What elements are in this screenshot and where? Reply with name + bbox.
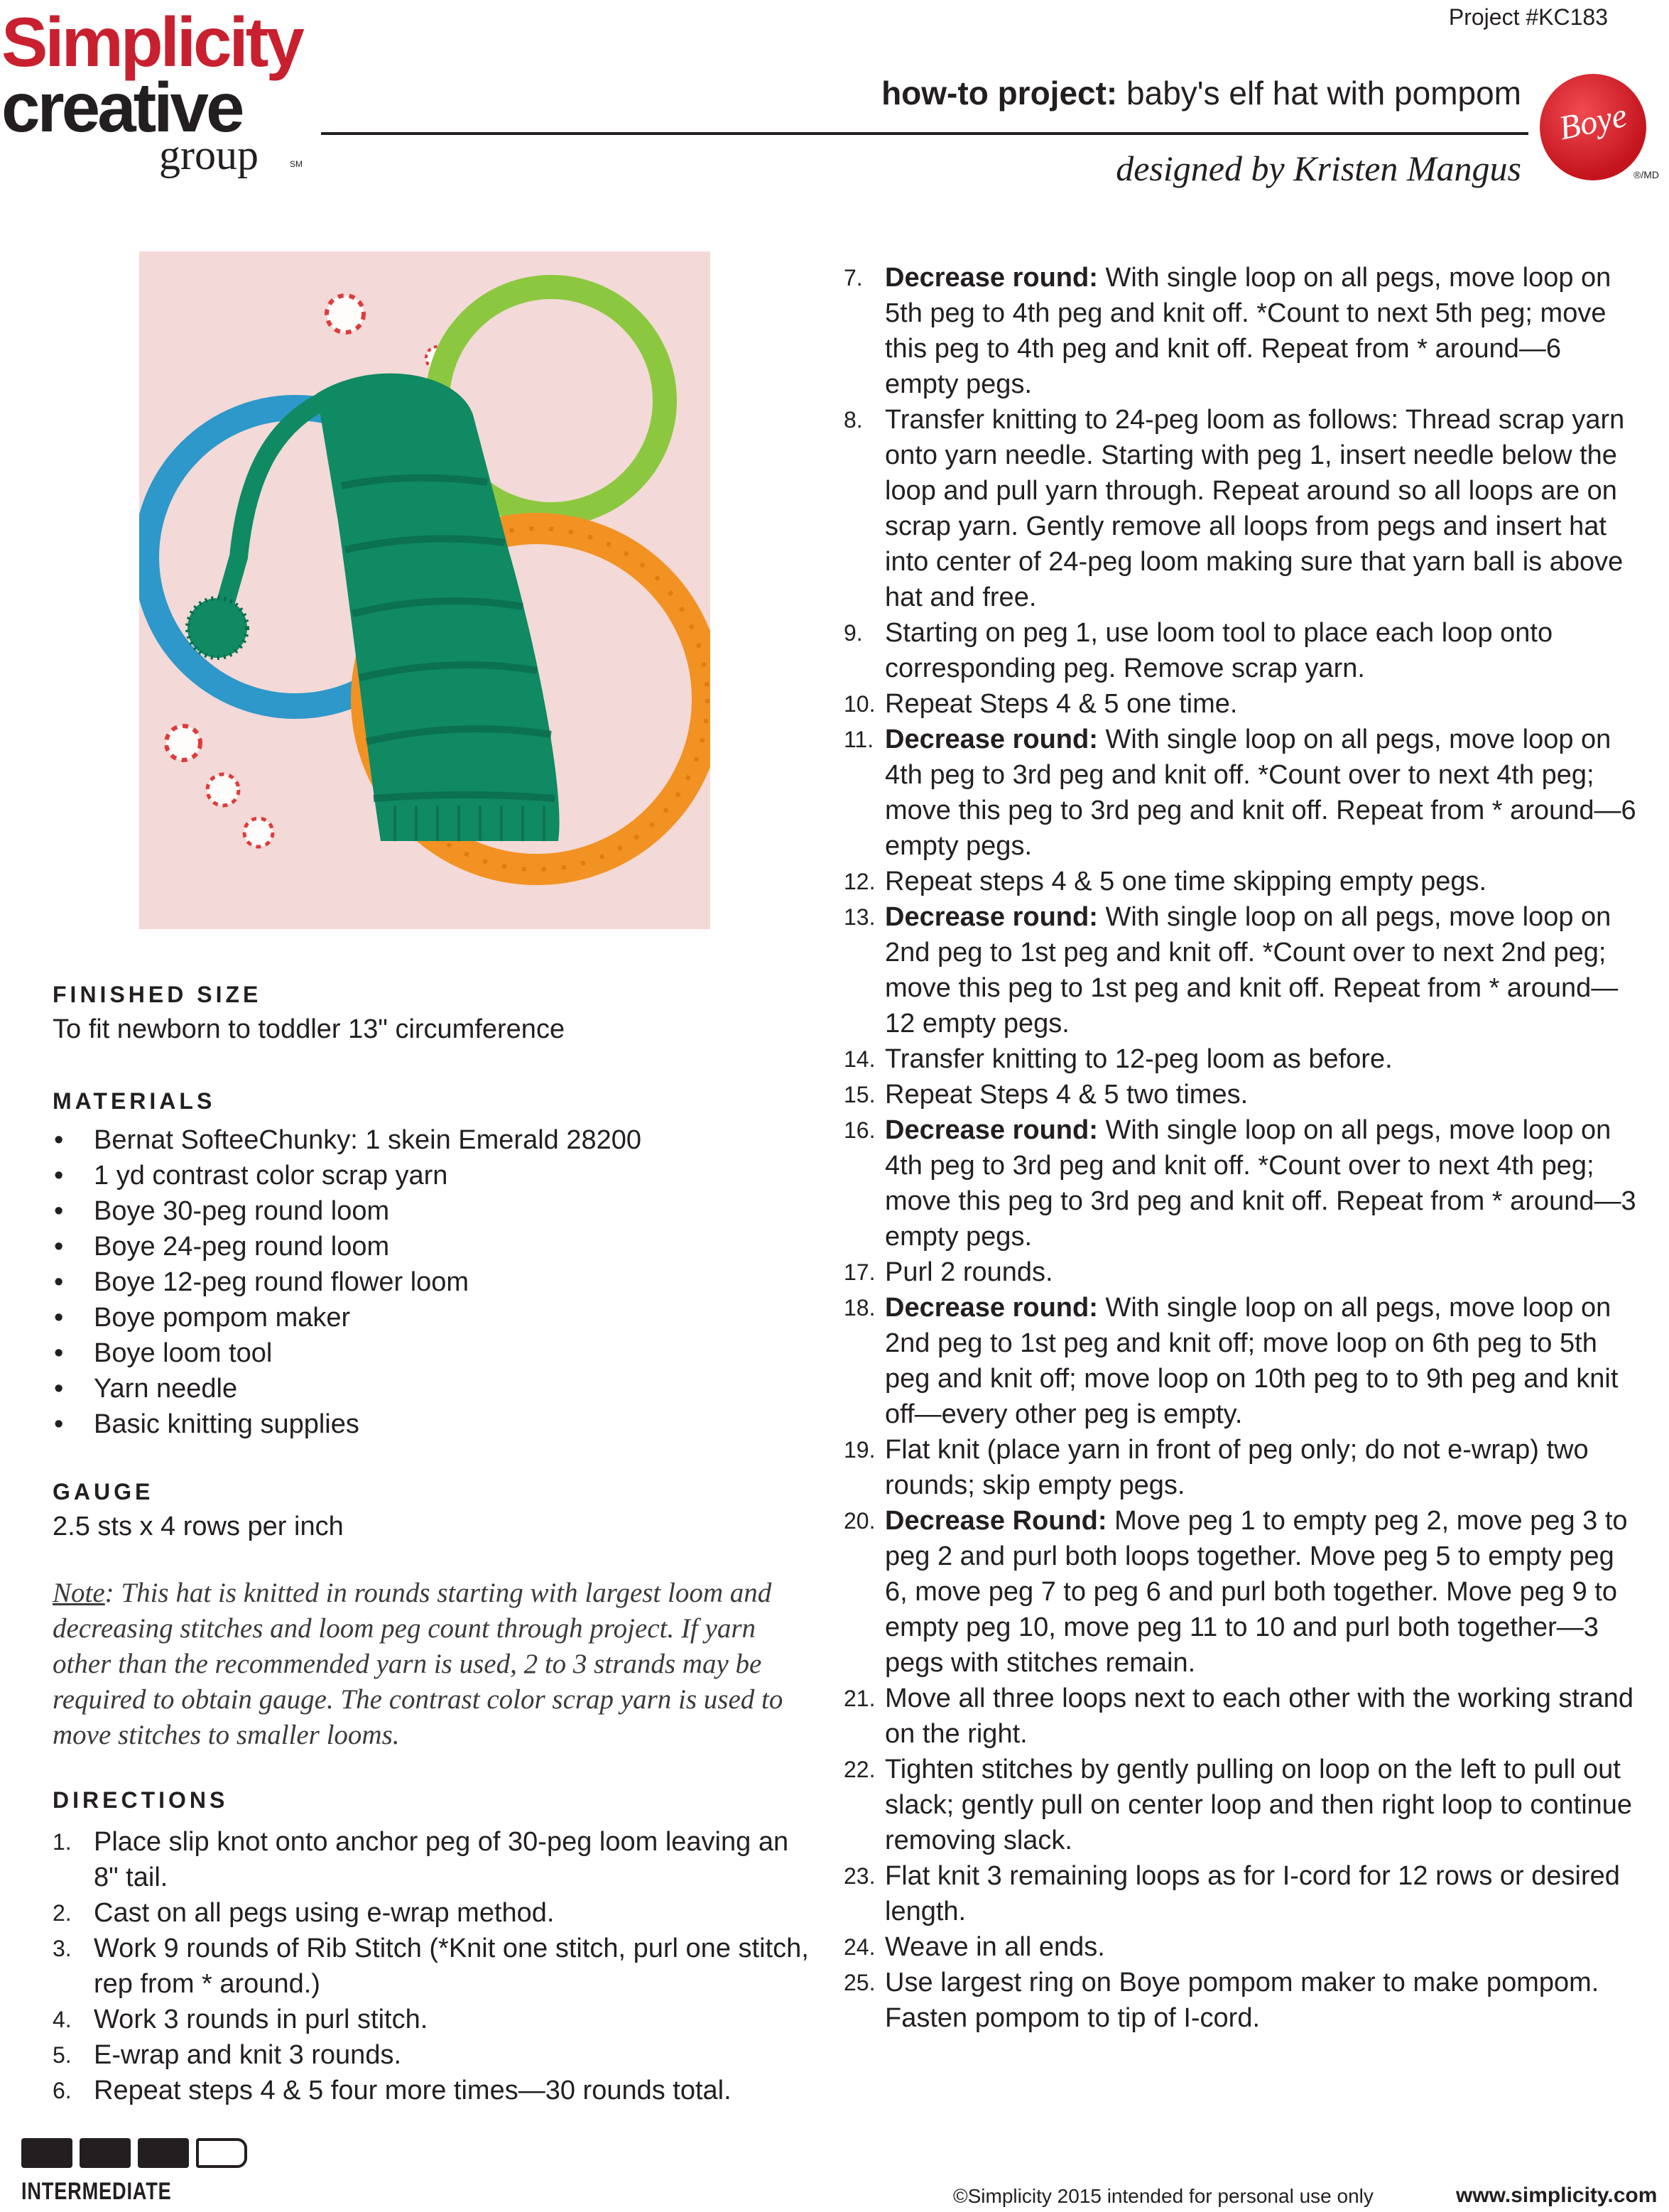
page-title — [881, 74, 1521, 112]
direction-step — [844, 402, 1639, 615]
directions-heading: DIRECTIONS — [53, 1787, 229, 1813]
directions-list-left — [53, 1824, 820, 2108]
step-text: Use largest ring on Boye pompom maker to make pompom. Fasten pompom to tip of I-cord. — [885, 1968, 1599, 2033]
step-number: 4. — [53, 2007, 72, 2032]
step-label: Decrease round: — [885, 725, 1098, 754]
step-number: 3. — [53, 1936, 72, 1961]
title-text: baby's elf hat with pompom — [1117, 75, 1521, 112]
step-text: Transfer knitting to 24-peg loom as follows: Thread scrap yarn onto yarn needle. Starting with peg 1, insert needle below the loop and pull yarn through. Repeat around so all loops are on scrap yarn. Gently remove all loops from pegs and insert hat into center of 24-peg loom making sure that yarn ball is above hat and free. — [885, 405, 1625, 612]
finished-size-text: To fit newborn to toddler 13" circumference — [53, 1014, 565, 1044]
materials-item: • Boye 30-peg round loom — [53, 1193, 641, 1229]
step-text: Tighten stitches by gently pulling on loop on the left to pull out slack; gently pull on center loop and then right loop to continue removing slack. — [885, 1755, 1633, 1855]
direction-step — [53, 2002, 820, 2037]
direction-step — [53, 1895, 820, 1931]
direction-step — [844, 1929, 1639, 1965]
directions-list-right — [844, 260, 1639, 2036]
step-number: 9. — [844, 620, 863, 646]
step-text: Flat knit 3 remaining loops as for I-cord for 12 rows or desired length. — [885, 1861, 1620, 1926]
step-text: Work 3 rounds in purl stitch. — [94, 2005, 428, 2034]
direction-step — [844, 1432, 1639, 1503]
logo-line-creative: creative — [1, 68, 242, 146]
step-number: 17. — [844, 1259, 876, 1285]
step-number: 10. — [844, 691, 876, 717]
direction-step — [844, 1290, 1639, 1432]
skill-segment-filled — [21, 2138, 72, 2168]
step-label: Decrease round: — [885, 1293, 1098, 1323]
step-text: Weave in all ends. — [885, 1932, 1105, 1962]
step-text: Transfer knitting to 12-peg loom as before. — [885, 1044, 1393, 1074]
materials-heading: MATERIALS — [53, 1088, 216, 1114]
gauge-heading: GAUGE — [53, 1479, 154, 1505]
step-number: 23. — [844, 1863, 876, 1889]
direction-step — [844, 1077, 1639, 1112]
direction-step — [844, 1112, 1639, 1254]
step-number: 22. — [844, 1757, 876, 1782]
boye-registered-mark: ®/MD — [1633, 169, 1659, 180]
gauge-text: 2.5 sts x 4 rows per inch — [53, 1512, 344, 1541]
step-label: Decrease Round: — [885, 1506, 1107, 1536]
step-label: Decrease round: — [885, 263, 1098, 293]
copyright-notice: ©Simplicity 2015 intended for personal use only — [953, 2185, 1374, 2207]
note-label: Note — [53, 1578, 105, 1608]
materials-item: • 1 yd contrast color scrap yarn — [53, 1158, 641, 1193]
step-text: Repeat Steps 4 & 5 one time. — [885, 689, 1238, 719]
step-number: 25. — [844, 1970, 876, 1995]
skill-segment-filled — [138, 2138, 189, 2168]
project-photo — [139, 251, 710, 929]
step-number: 19. — [844, 1437, 876, 1463]
materials-item: • Boye pompom maker — [53, 1300, 641, 1335]
materials-item: • Boye loom tool — [53, 1335, 641, 1371]
step-number: 21. — [844, 1686, 876, 1711]
direction-step — [844, 1858, 1639, 1929]
logo-service-mark: SM — [290, 159, 303, 169]
step-text: Work 9 rounds of Rib Stitch (*Knit one stitch, purl one stitch, rep from * around.) — [94, 1934, 809, 1999]
step-number: 6. — [53, 2078, 72, 2103]
materials-item: • Basic knitting supplies — [53, 1406, 641, 1442]
step-number: 16. — [844, 1117, 876, 1143]
step-text: Place slip knot onto anchor peg of 30-peg loom leaving an 8" tail. — [94, 1827, 789, 1892]
step-text: With single loop on all pegs, move loop on 4th peg to 3rd peg and knit off. *Count over to next 4th peg; move this peg to 3rd peg and knit off. Repeat from * around—3 empty pegs. — [885, 1115, 1636, 1252]
step-text: Move all three loops next to each other with the working strand on the right. — [885, 1684, 1634, 1749]
step-label: Decrease round: — [885, 1115, 1098, 1145]
boye-brand-logo — [1540, 74, 1646, 180]
step-number: 11. — [844, 727, 874, 752]
direction-step — [844, 260, 1639, 402]
direction-step — [53, 2073, 820, 2108]
project-number: Project #KC183 — [1448, 4, 1608, 30]
step-number: 20. — [844, 1508, 876, 1534]
elf-hat-illustration — [139, 251, 710, 929]
step-text: Flat knit (place yarn in front of peg only; do not e-wrap) two rounds; skip empty pegs. — [885, 1435, 1589, 1500]
step-number: 12. — [844, 869, 876, 894]
header-divider — [321, 132, 1528, 135]
step-number: 14. — [844, 1046, 876, 1072]
step-text: With single loop on all pegs, move loop on 4th peg to 3rd peg and knit off. *Count over to next 4th peg; move this peg to 3rd peg and knit off. Repeat from * around—6 empty pegs. — [885, 725, 1636, 861]
skill-segment-empty — [196, 2138, 247, 2168]
step-number: 24. — [844, 1934, 876, 1960]
step-text: Cast on all pegs using e-wrap method. — [94, 1898, 555, 1928]
note-text: : This hat is knitted in rounds starting with largest loom and decreasing stitches and loom peg count through project. If yarn other than the recommended yarn is used, 2 to 3 strands may be required to obtain gauge. The contrast color scrap yarn is used to move stitches to smaller looms. — [53, 1578, 783, 1750]
skill-segment-filled — [80, 2138, 131, 2168]
step-number: 5. — [53, 2042, 72, 2068]
direction-step — [844, 1752, 1639, 1858]
direction-step — [844, 1503, 1639, 1681]
step-label: Decrease round: — [885, 902, 1098, 932]
step-text: Starting on peg 1, use loom tool to place each loop onto corresponding peg. Remove scrap yarn. — [885, 618, 1553, 683]
materials-item: • Yarn needle — [53, 1371, 641, 1406]
step-number: 15. — [844, 1082, 876, 1107]
direction-step — [53, 1931, 820, 2002]
website-link[interactable]: www.simplicity.com — [1456, 2184, 1658, 2207]
direction-step — [844, 722, 1639, 864]
direction-step — [53, 1824, 820, 1895]
step-number: 2. — [53, 1900, 72, 1926]
step-number: 1. — [53, 1829, 72, 1855]
direction-step — [844, 615, 1639, 686]
materials-list — [53, 1122, 641, 1442]
step-number: 13. — [844, 904, 876, 930]
direction-step — [844, 1254, 1639, 1290]
step-text: Repeat Steps 4 & 5 two times. — [885, 1080, 1249, 1110]
direction-step — [844, 899, 1639, 1041]
step-text: Purl 2 rounds. — [885, 1257, 1053, 1287]
step-text: Move peg 1 to empty peg 2, move peg 3 to peg 2 and purl both loops together. Move peg 5 to empty peg 6, move peg 7 to peg 6 and purl both together. Move peg 9 to empty peg 10, move peg 11 to 10 and purl both together—3 pegs with stitches remain. — [885, 1506, 1628, 1678]
title-prefix: how-to project: — [881, 75, 1118, 112]
skill-level-label: INTERMEDIATE — [21, 2178, 172, 2205]
direction-step — [844, 864, 1639, 899]
materials-item: • Boye 12-peg round flower loom — [53, 1264, 641, 1300]
step-number: 18. — [844, 1295, 876, 1321]
step-text: With single loop on all pegs, move loop on 2nd peg to 1st peg and knit off; move loop on 6th peg to 5th peg and knit off; move loop on 10th peg to to 9th peg and knit off—every other peg is empty. — [885, 1293, 1619, 1429]
step-text: With single loop on all pegs, move loop on 5th peg to 4th peg and knit off. *Count to next 5th peg; move this peg to 4th peg and knit off. Repeat from * around—6 empty pegs. — [885, 263, 1611, 399]
logo-line-simplicity: Simplicity — [1, 3, 302, 81]
materials-item: • Boye 24-peg round loom — [53, 1229, 641, 1264]
step-number: 8. — [844, 407, 863, 433]
direction-step — [844, 686, 1639, 722]
direction-step — [844, 1681, 1639, 1752]
step-number: 7. — [844, 265, 863, 291]
project-note — [53, 1576, 798, 1753]
step-text: Repeat steps 4 & 5 four more times—30 rounds total. — [94, 2076, 732, 2105]
logo-line-group: group — [159, 131, 259, 178]
designer-credit: designed by Kristen Mangus — [1116, 148, 1521, 188]
step-text: E-wrap and knit 3 rounds. — [94, 2040, 402, 2070]
finished-size-heading: FINISHED SIZE — [53, 982, 262, 1007]
direction-step — [844, 1965, 1639, 2036]
step-text: With single loop on all pegs, move loop on 2nd peg to 1st peg and knit off. *Count over to next 2nd peg; move this peg to 1st peg and knit off. Repeat from * around—12 empty pegs. — [885, 902, 1619, 1039]
direction-step — [844, 1041, 1639, 1077]
materials-item: • Bernat SofteeChunky: 1 skein Emerald 28200 — [53, 1122, 641, 1158]
step-text: Repeat steps 4 & 5 one time skipping empty pegs. — [885, 867, 1487, 896]
simplicity-creative-group-logo — [0, 3, 334, 185]
direction-step — [53, 2037, 820, 2073]
boye-logo-text: Boye — [1555, 96, 1631, 148]
